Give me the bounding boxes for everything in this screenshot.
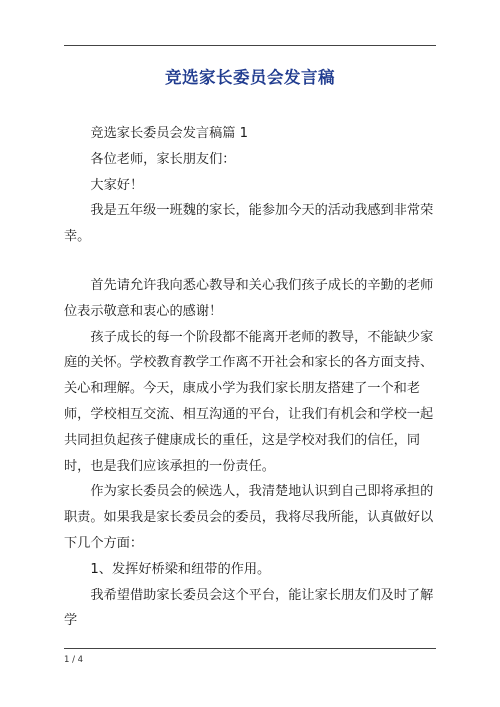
- paragraph-growth: 孩子成长的每一个阶段都不能离开老师的教导，不能缺少家庭的关怀。学校教育教学工作离不开社会和家长的各方面支持、关心和理解。今天，康成小学为我们家长朋友搭建了一个和老师，学校相互交流、相互沟通的平台，让我们有机会和学校一起共同担负起孩子健康成长的重任，这是学校对我们的信任，同时，也是我们应该承担的一份责任。: [64, 329, 434, 474]
- header-rule: [64, 45, 436, 46]
- paragraph-gap: [64, 250, 436, 273]
- page-number: 1 / 4: [64, 655, 84, 665]
- paragraph-salutation: 各位老师，家长朋友们：: [90, 151, 236, 167]
- paragraph-candidate: 作为家长委员会的候选人，我清楚地认识到自己即将承担的职责。如果我是家长委员会的委员，我将尽我所能，认真做好以下几个方面：: [64, 484, 434, 551]
- paragraph-hope: 我希望借助家长委员会这个平台，能让家长朋友们及时了解学: [64, 587, 434, 629]
- footer-rule: [64, 648, 436, 649]
- paragraph-greeting: 大家好！: [90, 177, 144, 193]
- document-title: 竞选家长委员会发言稿: [165, 68, 335, 87]
- paragraph-heading: 竞选家长委员会发言稿篇 1: [90, 126, 249, 141]
- paragraph-intro: 我是五年级一班魏的家长，能参加今天的活动我感到非常荣幸。: [64, 203, 434, 245]
- paragraph-point-1: 1、发挥好桥梁和纽带的作用。: [90, 561, 271, 577]
- document-body: [64, 121, 436, 634]
- paragraph-thanks: 首先请允许我向悉心教导和关心我们孩子成长的辛勤的老师位表示敬意和衷心的感谢！: [64, 277, 434, 319]
